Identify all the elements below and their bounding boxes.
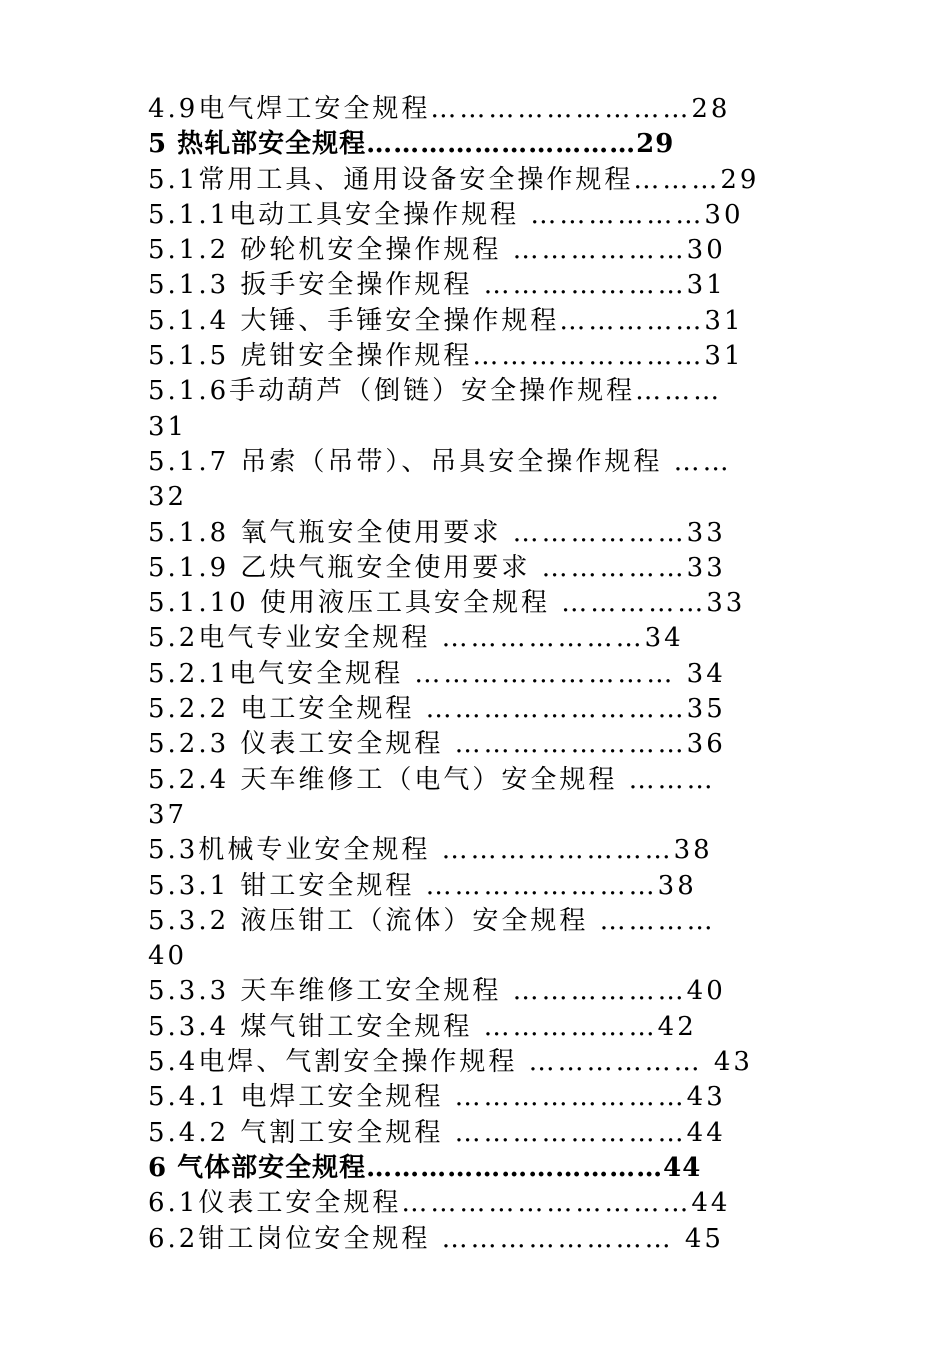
toc-entry: 5.1.6手动葫芦（倒链）安全操作规程……… (148, 376, 723, 407)
toc-entry: 40 (148, 941, 188, 972)
toc-entry: 6.2钳工岗位安全规程 …………………… 45 (148, 1223, 724, 1254)
table-of-contents (148, 92, 804, 1257)
toc-entry: 5 热轧部安全规程…………………………29 (148, 129, 675, 160)
toc-entry: 5.1.9 乙炔气瓶安全使用要求 ……………33 (148, 552, 726, 583)
toc-entry: 5.2.4 天车维修工（电气）安全规程 ……… (148, 764, 716, 795)
toc-entry: 5.3机械专业安全规程 ……………………38 (148, 835, 713, 866)
toc-entry: 5.4.2 气割工安全规程 ……………………44 (148, 1117, 726, 1148)
toc-entry: 4.9电气焊工安全规程………………………28 (148, 94, 731, 124)
toc-entry: 5.3.3 天车维修工安全规程 ………………40 (148, 976, 726, 1007)
toc-entry: 5.2.3 仪表工安全规程 ……………………36 (148, 729, 726, 760)
toc-entry: 5.2电气专业安全规程 …………………34 (148, 623, 684, 654)
toc-entry: 5.1.7 吊索（吊带）、吊具安全操作规程 …… (148, 446, 732, 477)
toc-entry: 5.3.2 液压钳工（流体）安全规程 ………… (148, 905, 716, 936)
toc-entry: 5.1.5 虎钳安全操作规程……………………31 (148, 341, 744, 372)
toc-entry: 5.1.10 使用液压工具安全规程 ……………33 (148, 588, 746, 619)
toc-entry: 5.2.1电气安全规程 ……………………… 34 (148, 658, 726, 689)
toc-entry: 6 气体部安全规程……………………………44 (148, 1152, 702, 1183)
toc-entry: 5.3.4 煤气钳工安全规程 ………………42 (148, 1011, 697, 1042)
toc-entry: 5.4电焊、气割安全操作规程 ……………… 43 (148, 1047, 753, 1078)
toc-entry: 5.1.8 氧气瓶安全使用要求 ………………33 (148, 517, 726, 548)
toc-entry: 5.1.2 砂轮机安全操作规程 ………………30 (148, 235, 726, 266)
toc-entry: 37 (148, 799, 188, 830)
toc-entry: 5.2.2 电工安全规程 ………………………35 (148, 694, 726, 725)
toc-entry: 32 (148, 482, 188, 513)
toc-entry: 6.1仪表工安全规程…………………………44 (148, 1188, 731, 1219)
toc-entry: 5.4.1 电焊工安全规程 ……………………43 (148, 1082, 726, 1113)
toc-entry: 5.1常用工具、通用设备安全操作规程………29 (148, 164, 760, 195)
toc-entry: 5.3.1 钳工安全规程 ……………………38 (148, 870, 697, 901)
toc-entry: 5.1.3 扳手安全操作规程 …………………31 (148, 270, 726, 301)
toc-entry: 5.1.1电动工具安全操作规程 ………………30 (148, 199, 744, 230)
toc-entry: 5.1.4 大锤、手锤安全操作规程……………31 (148, 305, 744, 336)
toc-entry: 31 (148, 411, 188, 442)
